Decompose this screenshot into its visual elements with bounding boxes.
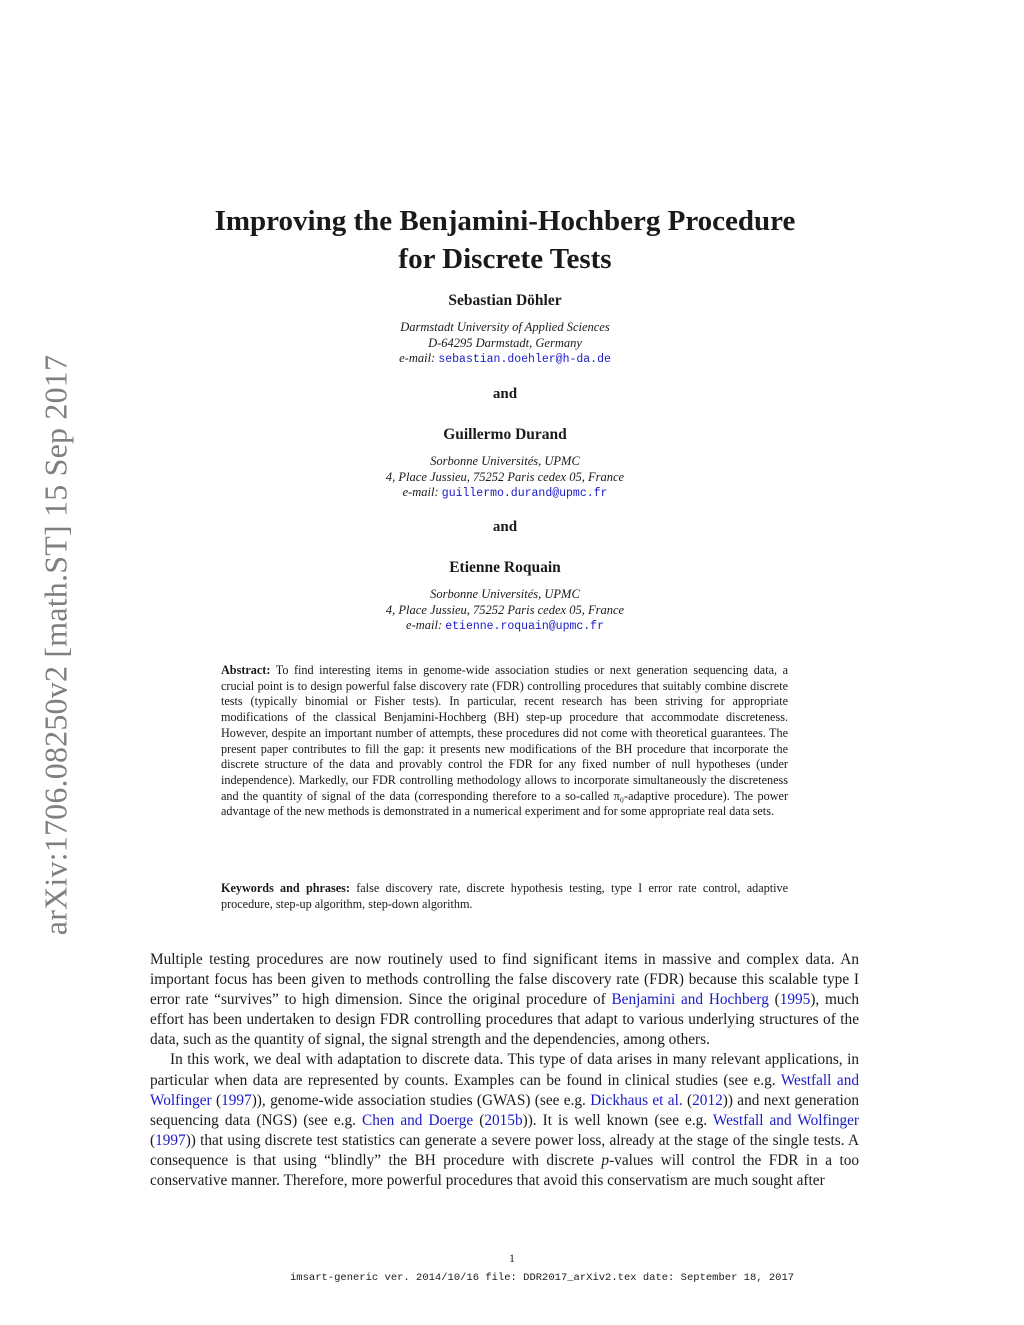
paragraph-1 xyxy=(150,950,859,1050)
text-segment: In this work, we deal with adaptation to discrete data. This type of data arises in many relevant applications, in particular when data are represented by counts. Examples can be found in clinical studies (see e.g. xyxy=(150,1051,859,1089)
citation-year-link[interactable]: 1997 xyxy=(221,1091,252,1109)
text-segment: )). It is well known (see e.g. xyxy=(522,1111,713,1129)
author-email-link[interactable]: sebastian.doehler@h-da.de xyxy=(438,353,611,366)
author-email-link[interactable]: etienne.roquain@upmc.fr xyxy=(445,620,604,633)
author-block-1 xyxy=(200,292,810,368)
author-affiliation: Darmstadt University of Applied Sciences xyxy=(400,320,610,334)
abstract xyxy=(221,663,788,820)
text-segment: ( xyxy=(682,1091,693,1109)
keywords-label: Keywords and phrases: xyxy=(221,881,350,895)
author-address: 4, Place Jussieu, 75252 Paris cedex 05, France xyxy=(385,602,625,617)
text-segment: ), much effort has been undertaken to design FDR controlling procedures that adapt to various underlying structures of the data, such as the quantity of signal, the signal strength and the dependencies, among others. xyxy=(150,991,860,1049)
email-label: e-mail: xyxy=(402,485,439,499)
text-segment: )) that using discrete test statistics can generate a severe power loss, already at the stage of the single tests. A consequence is that using “blindly” the BH procedure with discrete xyxy=(150,1131,859,1169)
text-segment: ( xyxy=(473,1111,485,1129)
author-name: Sebastian Döhler xyxy=(448,292,562,309)
author-address: 4, Place Jussieu, 75252 Paris cedex 05, France xyxy=(385,469,625,484)
text-segment: -values will control the FDR in a too conservative manner. Therefore, more powerful procedures that avoid this conservatism are much sought after xyxy=(150,1151,860,1190)
author-affiliation: Sorbonne Universités, UPMC xyxy=(430,587,580,601)
citation-year-link[interactable]: 1995 xyxy=(779,991,811,1009)
keywords-text: false discovery rate, discrete hypothesis testing, type I error rate control, adaptive procedure, step-up algorithm, step-down algorithm. xyxy=(221,881,789,911)
author-affiliation: Sorbonne Universités, UPMC xyxy=(430,454,580,468)
author-email-line xyxy=(200,351,810,368)
author-block-3 xyxy=(200,559,810,635)
citation-year-link[interactable]: 2015b xyxy=(484,1111,523,1129)
author-name: Guillermo Durand xyxy=(443,426,567,443)
abstract-label: Abstract: xyxy=(221,663,271,677)
citation-year-link[interactable]: 1997 xyxy=(155,1131,186,1149)
author-name: Etienne Roquain xyxy=(449,559,561,576)
arxiv-identifier-stamp[interactable]: arXiv:1706.08250v2 [math.ST] 15 Sep 2017 xyxy=(37,354,74,936)
citation-year-link[interactable]: 2012 xyxy=(692,1091,723,1109)
text-segment: ( xyxy=(150,1131,156,1149)
abstract-text-part-1: To find interesting items in genome-wide association studies or next generation sequencing data, a crucial point is to design powerful false discovery rate (FDR) controlling procedures that suitably combine discrete tests (typically binomial or Fisher tests). In particular, recent research has been striving for appropriate modifications of the classical Benjamini-Hochberg (BH) step-up procedure that accommodate discreteness. However, despite an important number of attempts, these procedures did not come with theoretical guarantees. The present paper contributes to fill the gap: it presents new modifications of the BH procedure that incorporate the discrete structure of the data and provably control the FDR for any fixed number of null hypotheses (under independence). Markedly, our FDR controlling methodology allows to incorporate simultaneously the discreteness and the quantity of signal of the data (corresponding therefore to a so-called xyxy=(221,663,788,803)
text-segment: ( xyxy=(768,991,780,1009)
citation-westfall-wolfinger[interactable]: Westfall and Wolfinger xyxy=(150,1071,859,1109)
page-number: 1 xyxy=(509,1251,515,1265)
citation-chen-doerge[interactable]: Chen and Doerge xyxy=(362,1111,474,1129)
text-segment: Multiple testing procedures are now routinely used to find significant items in massive and complex data. An important focus has been given to methods controlling the false discovery rate (FDR) because this scalable type I error rate “survives” to high dimension. Since the original procedure of xyxy=(150,951,859,1009)
abstract-text-part-2: -adaptive procedure). The power advantage of the new methods is demonstrated in a numerical experiment and for some appropriate real data sets. xyxy=(221,788,789,819)
author-email-link[interactable]: guillermo.durand@upmc.fr xyxy=(441,487,608,500)
text-segment: )), genome-wide association studies (GWAS) (see e.g. xyxy=(251,1091,591,1109)
footer-file-info: imsart-generic ver. 2014/10/16 file: DDR2017_arXiv2.tex date: September 18, 2017 xyxy=(290,1272,795,1284)
paper-title-line-1: Improving the Benjamini-Hochberg Procedure xyxy=(214,205,796,237)
paragraph-2 xyxy=(150,1050,859,1191)
p-value-variable: p xyxy=(601,1151,610,1169)
email-label: e-mail: xyxy=(399,351,436,365)
text-segment: )) and next generation sequencing data (NGS) (see e.g. xyxy=(150,1091,860,1129)
author-block-2 xyxy=(200,426,810,502)
citation-westfall-wolfinger[interactable]: Westfall and Wolfinger xyxy=(712,1111,860,1129)
citation-benjamini-hochberg[interactable]: Benjamini and Hochberg xyxy=(611,991,769,1009)
author-separator: and xyxy=(492,386,518,402)
paper-title-line-2: for Discrete Tests xyxy=(398,243,612,275)
text-segment: ( xyxy=(211,1091,222,1109)
paper-title xyxy=(150,202,860,278)
citation-dickhaus[interactable]: Dickhaus et al. xyxy=(590,1091,683,1109)
introduction-body xyxy=(150,950,859,1191)
author-email-line xyxy=(200,485,810,502)
author-email-line xyxy=(200,618,810,635)
author-separator: and xyxy=(492,519,518,535)
keywords xyxy=(221,881,788,912)
author-address: D-64295 Darmstadt, Germany xyxy=(428,335,582,350)
pi0-symbol: π₀ xyxy=(613,788,625,803)
email-label: e-mail: xyxy=(406,618,443,632)
